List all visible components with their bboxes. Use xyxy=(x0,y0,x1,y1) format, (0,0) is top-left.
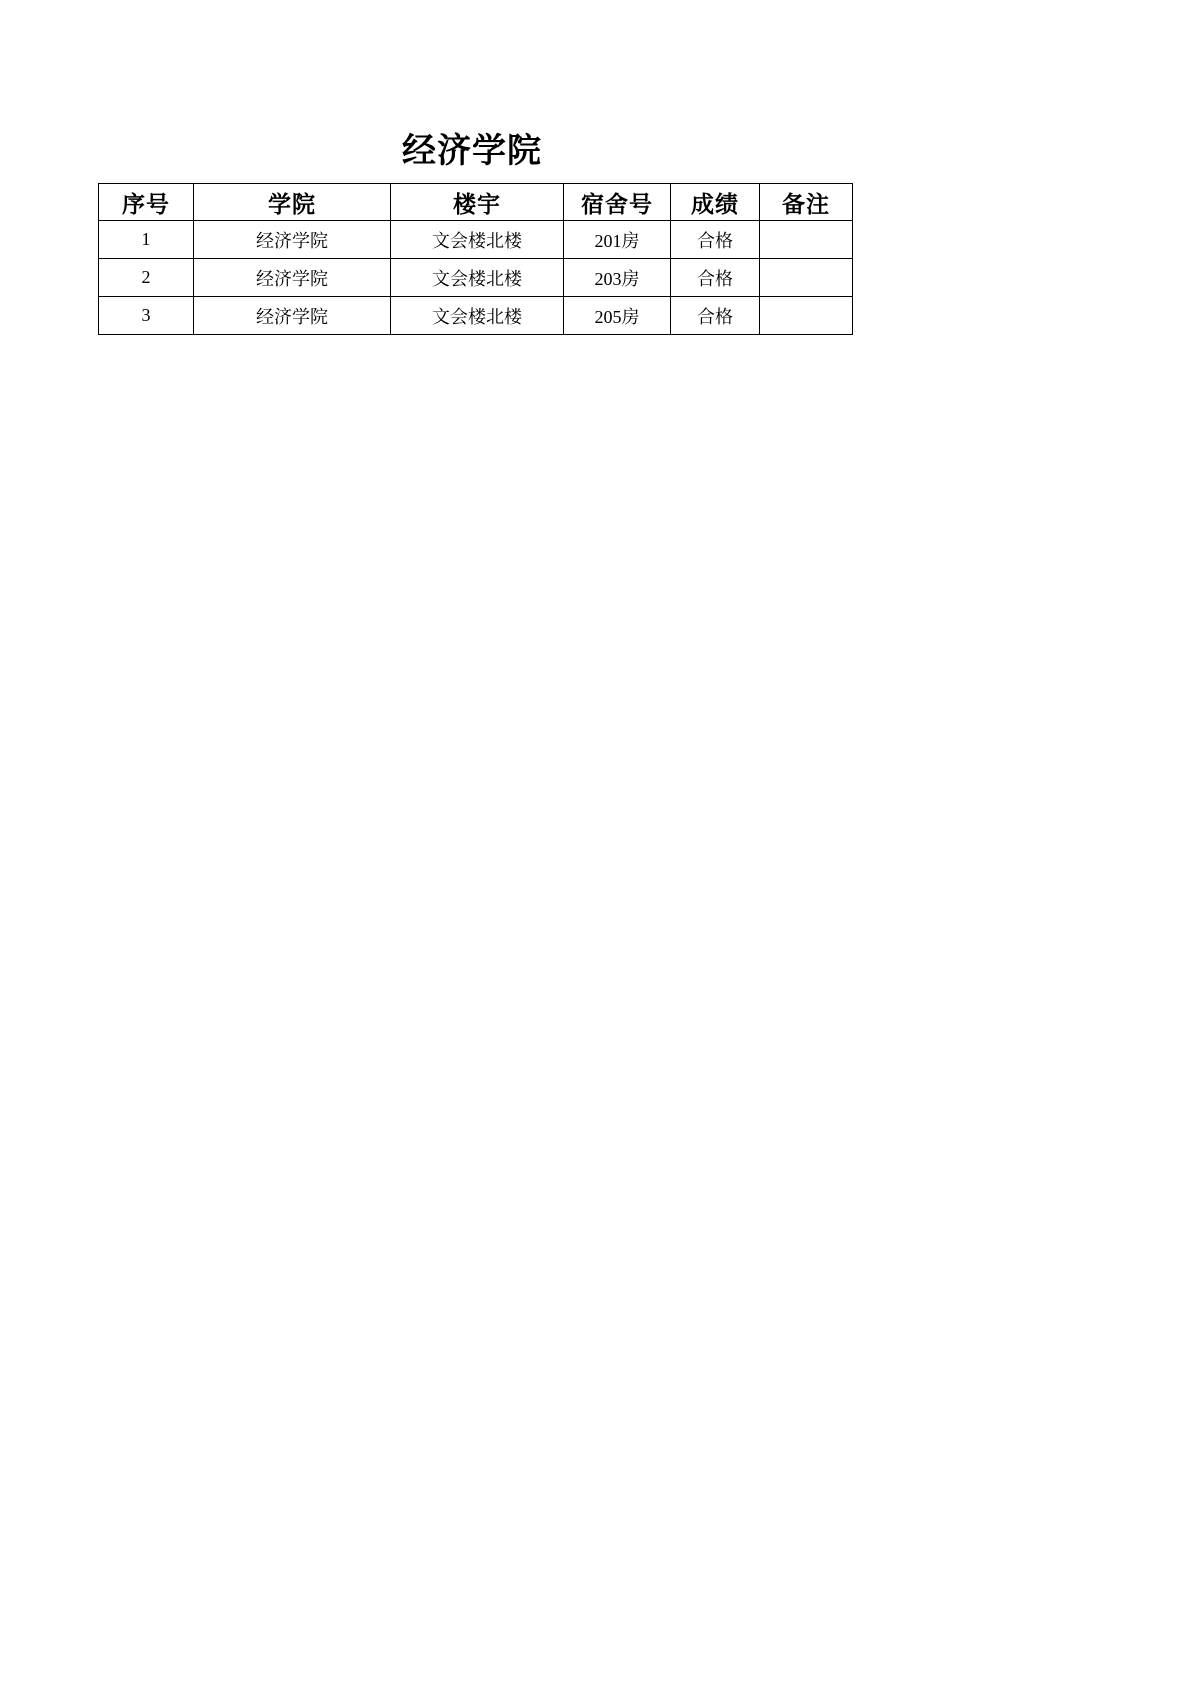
column-header-college: 学院 xyxy=(194,184,391,221)
dorm-inspection-table-container xyxy=(98,183,846,335)
cell-college: 经济学院 xyxy=(194,297,391,335)
dorm-inspection-table xyxy=(98,183,853,335)
cell-score: 合格 xyxy=(671,259,760,297)
cell-building: 文会楼北楼 xyxy=(391,221,564,259)
column-header-index: 序号 xyxy=(99,184,194,221)
cell-room: 203房 xyxy=(564,259,671,297)
cell-room: 205房 xyxy=(564,297,671,335)
column-header-score: 成绩 xyxy=(671,184,760,221)
cell-building: 文会楼北楼 xyxy=(391,297,564,335)
cell-note xyxy=(760,297,853,335)
cell-index: 3 xyxy=(99,297,194,335)
column-header-building: 楼宇 xyxy=(391,184,564,221)
cell-note xyxy=(760,259,853,297)
cell-college: 经济学院 xyxy=(194,259,391,297)
cell-index: 1 xyxy=(99,221,194,259)
column-header-room: 宿舍号 xyxy=(564,184,671,221)
column-header-note: 备注 xyxy=(760,184,853,221)
cell-building: 文会楼北楼 xyxy=(391,259,564,297)
table-row xyxy=(99,221,853,259)
cell-note xyxy=(760,221,853,259)
table-header-row xyxy=(99,184,853,221)
table-row xyxy=(99,297,853,335)
cell-index: 2 xyxy=(99,259,194,297)
table-row xyxy=(99,259,853,297)
cell-college: 经济学院 xyxy=(194,221,391,259)
page-title: 经济学院 xyxy=(402,133,542,170)
cell-score: 合格 xyxy=(671,221,760,259)
cell-room: 201房 xyxy=(564,221,671,259)
cell-score: 合格 xyxy=(671,297,760,335)
